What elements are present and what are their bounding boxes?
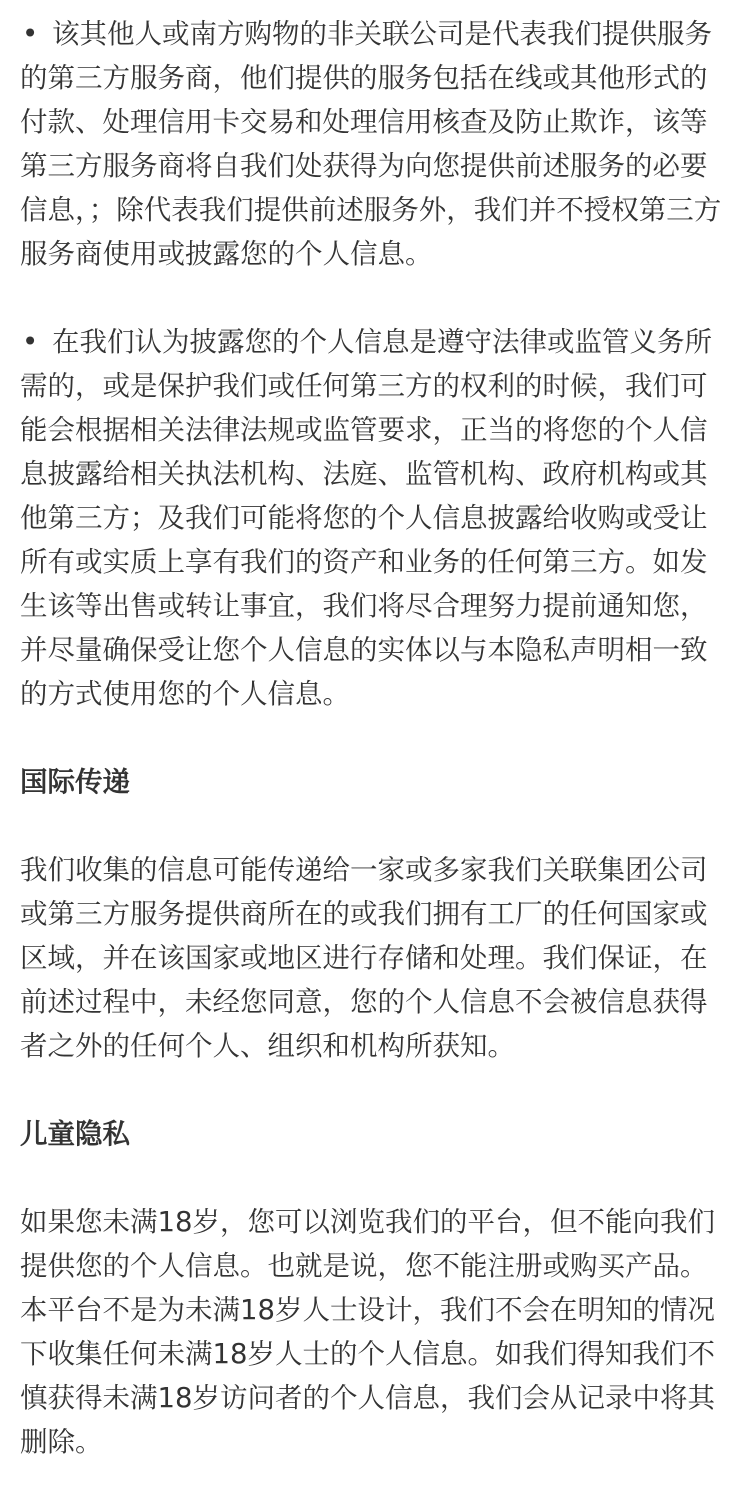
paragraph-spacer <box>20 276 730 320</box>
bullet-paragraph-text: 在我们认为披露您的个人信息是遵守法律或监管义务所需的，或是保护我们或任何第三方的权利的时候，我们可能会根据相关法律法规或监管要求，正当的将您的个人信息披露给相关执法机构、法庭、监管机构、政府机构或其他第三方；及我们可能将您的个人信息披露给收购或受让所有或实质上享有我们的资产和业务的任何第三方。如发生该等出售或转让事宜，我们将尽合理努力提前通知您，并尽量确保受让您个人信息的实体以与本隐私声明相一致的方式使用您的个人信息。 <box>20 326 712 710</box>
bullet-paragraph-legal-disclosure <box>20 320 730 716</box>
paragraph-spacer <box>20 716 730 760</box>
bullet-paragraph-third-party-service <box>20 12 730 276</box>
bullet-icon: • <box>22 18 39 50</box>
paragraph-spacer <box>20 1068 730 1112</box>
section-heading-international-transfer: 国际传递 <box>20 766 130 798</box>
bullet-icon: • <box>22 326 39 358</box>
paragraph-children-privacy: 如果您未满18岁，您可以浏览我们的平台，但不能向我们提供您的个人信息。也就是说，您不能注册或购买产品。本平台不是为未满18岁人士设计，我们不会在明知的情况下收集任何未满18岁人士的个人信息。如我们得知我们不慎获得未满18岁访问者的个人信息，我们会从记录中将其删除。 <box>20 1206 715 1458</box>
bullet-paragraph-text: 该其他人或南方购物的非关联公司是代表我们提供服务的第三方服务商，他们提供的服务包括在线或其他形式的付款、处理信用卡交易和处理信用核查及防止欺诈，该等第三方服务商将自我们处获得为向您提供前述服务的必要信息，；除代表我们提供前述服务外，我们并不授权第三方服务商使用或披露您的个人信息。 <box>20 18 722 270</box>
paragraph-spacer <box>20 804 730 848</box>
section-heading-children-privacy: 儿童隐私 <box>20 1118 130 1150</box>
paragraph-spacer <box>20 1156 730 1200</box>
paragraph-international-transfer: 我们收集的信息可能传递给一家或多家我们关联集团公司或第三方服务提供商所在的或我们拥有工厂的任何国家或区域，并在该国家或地区进行存储和处理。我们保证，在前述过程中，未经您同意，您的个人信息不会被信息获得者之外的任何个人、组织和机构所获知。 <box>20 854 708 1062</box>
